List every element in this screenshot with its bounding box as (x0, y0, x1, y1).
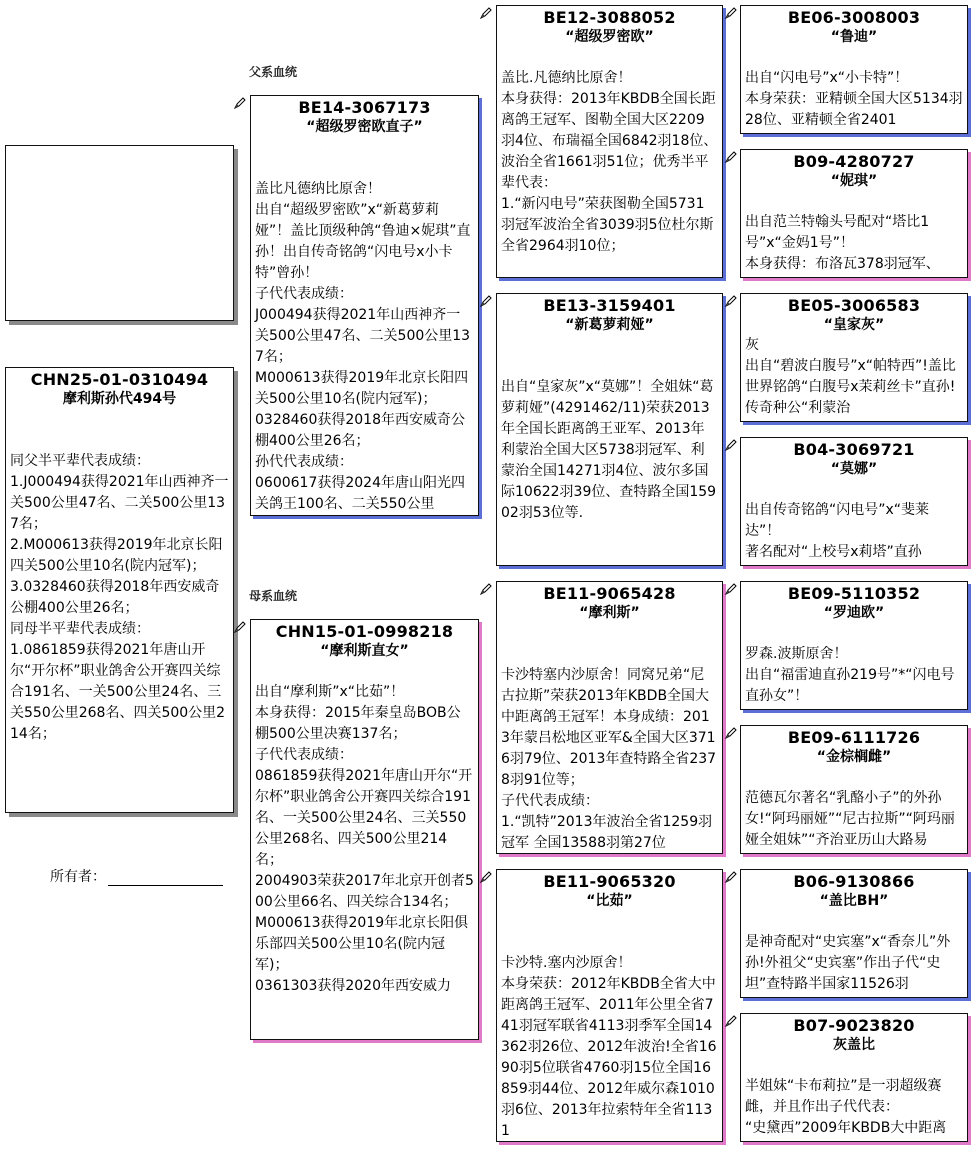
sds-name: “皇家灰” (823, 317, 885, 333)
pen-icon (724, 582, 738, 596)
dds-ring: B06-9130866 (793, 872, 915, 891)
dam-line-label: 母系血统 (249, 589, 298, 603)
pen-icon (724, 726, 738, 740)
sdd-name: “莫娜” (830, 461, 878, 477)
subject-ring: CHN25-01-0310494 (30, 370, 209, 389)
dam-dam-body: 卡沙特.塞内沙原舍！ 本身荣获：2012年KBDB全省大中距离鸽王冠军、2011年公里全省741羽冠军联省4113羽季军全国14362羽26位、2012年波治!全省1690羽5位联省4760羽15位全国16859羽44位、2012年威尔森1010羽6位、2013年拉索特年全省1131 (501, 955, 717, 1139)
ddd-ring: B07-9023820 (793, 1016, 915, 1035)
sss-card (740, 5, 968, 134)
sdd-body: 出自传奇铭鸽“闪电号”x“斐莱达”！ 著名配对“上校号x莉塔”直孙 (745, 502, 930, 560)
dds-card (740, 869, 968, 998)
dam-sire-ring: BE11-9065428 (543, 584, 676, 603)
pen-icon (479, 870, 493, 884)
dam-card (250, 619, 479, 1040)
dsd-card (740, 725, 968, 854)
pen-icon (233, 620, 247, 634)
sire-dam-body: 出自“皇家灰”x“莫娜”！全姐妹“葛萝莉娅”(4291462/11)荣获2013年全国长距离鸽王亚军、2013年利蒙治全国大区5738羽冠军、利蒙治全国14271羽4位、波尔多国际10622羽39位、查特路全国15902羽53位等. (501, 379, 717, 521)
dss-ring: BE09-5110352 (787, 584, 921, 603)
owner-line (108, 871, 223, 886)
dss-card (740, 581, 968, 710)
pen-icon (479, 582, 493, 596)
dds-name: “盖比BH” (819, 893, 889, 909)
sire-name: “超级罗密欧直子” (306, 119, 423, 135)
pen-icon (724, 294, 738, 308)
dam-ring: CHN15-01-0998218 (275, 622, 454, 641)
dds-body: 是神奇配对“史宾塞”x“香奈儿”外孙!外祖父“史宾塞”作出子代“史坦”查特路半国家11526羽 (745, 934, 951, 992)
dss-body: 罗森.波斯原舍！ 出自“福雷迪直孙219号”*“闪电号直孙女”！ (745, 646, 955, 704)
sds-body: 灰 出自“碧波白腹号”x“帕特西”!盖比世界铭鸽“白腹号x茉莉丝卡”直孙!传奇种公“利蒙治 (745, 337, 956, 416)
dam-sire-name: “摩利斯” (579, 605, 640, 621)
ddd-body: 半姐妹“卡布莉拉”是一羽超级赛雌，并且作出子代代表： “史黛西”2009年KBDB大中距离 (745, 1078, 947, 1136)
pen-icon (724, 150, 738, 164)
sdd-card (740, 437, 968, 566)
pen-icon (724, 1014, 738, 1028)
subject-name: 摩利斯孙代494号 (62, 391, 177, 407)
dam-dam-name: “比茹” (586, 893, 633, 909)
sire-line-label: 父系血统 (249, 65, 298, 79)
sire-sire-name: “超级罗密欧” (565, 29, 654, 45)
pen-icon (724, 870, 738, 884)
ssd-card (740, 149, 968, 278)
sire-dam-card (496, 293, 723, 566)
sire-card (250, 95, 479, 516)
dam-name: “摩利斯直女” (320, 643, 409, 659)
sire-body: 盖比凡德纳比原舍！ 出自“超级罗密欧”x“新葛萝莉娅”！盖比顶级种鸽“鲁迪×妮琪”直孙！出自传奇铭鸽“闪电号x小卡特”曾孙！ 子代代表成绩： J000494获得2021年山西神齐一关500公里47名、二关500公里137名； M000613获得2019年北京长阳四关500公里10名(院内冠军)； 0328460获得2018年西安威奇公棚400公里26名； 孙代代表成绩： 0600617获得2024年唐山阳光四关鸽王100名、二关550公里 (255, 181, 471, 512)
sss-ring: BE06-3008003 (787, 8, 921, 27)
owner-label: 所有者： (50, 869, 106, 885)
pen-icon (724, 438, 738, 452)
dsd-ring: BE09-6111726 (787, 728, 921, 747)
ddd-name: 灰盖比 (833, 1037, 875, 1053)
ssd-ring: B09-4280727 (793, 152, 915, 171)
dss-name: “罗迪欧” (823, 605, 885, 621)
dam-body: 出自“摩利斯”x“比茹”！ 本身获得：2015年秦皇岛BOB公棚500公里决赛137名； 子代代表成绩： 0861859获得2021年唐山开尔“开尔杯”职业鸽舍公开赛四关综合191名、一关500公里24名、三关550公里268名、四关500公里214名； 2004903荣获2017年北京开创者500公里66名、四关综合134名； M000613获得2019年北京长阳俱乐部四关500公里10名(院内冠军)； 0361303获得2020年西安威力 (255, 684, 474, 994)
sire-ring: BE14-3067173 (298, 98, 431, 117)
sire-sire-ring: BE12-3088052 (543, 8, 676, 27)
ssd-body: 出自范兰特翰头号配对“塔比1号”x“金妈1号”！ 本身获得：布洛瓦378羽冠军、 (745, 214, 940, 272)
sdd-ring: B04-3069721 (793, 440, 915, 459)
sire-dam-ring: BE13-3159401 (543, 296, 676, 315)
pen-icon (233, 96, 247, 110)
sire-sire-card (496, 5, 723, 278)
sds-ring: BE05-3006583 (787, 296, 921, 315)
dam-sire-body: 卡沙特塞内沙原舍！同窝兄弟“尼古拉斯”荣获2013年KBDB全国大中距离鸽王冠军！本身成绩：2013年蒙吕松地区亚军&全国大区3716羽79位、2013年查特路全省2378羽91位等； 子代代表成绩： 1.“凯特”2013年波治全省1259羽冠军 全国13588羽第27位 (501, 667, 717, 851)
dsd-name: “金棕榈雌” (816, 749, 892, 765)
dsd-body: 范德瓦尔著名“乳酪小子”的外孙女!“阿玛丽娅”“尼古拉斯”“阿玛丽娅全姐妹”“齐治亚历山大路易 (745, 790, 955, 848)
sss-name: “鲁迪” (830, 29, 878, 45)
sss-body: 出自“闪电号”x“小卡特”！ 本身荣获：亚精顿全国大区5134羽28位、亚精顿全省2401 (745, 70, 963, 128)
sds-card (740, 293, 968, 422)
dam-dam-card (496, 869, 723, 1142)
sire-sire-body: 盖比.凡德纳比原舍！ 本身获得：2013年KBDB全国长距离鸽王冠军、图勒全国大区2209羽4位、布瑞福全国6842羽18位、波治全省1661羽51位；优秀半平辈代表： 1.“新闪电号”荣获图勒全国5731羽冠军波治全省3039羽5位杜尔斯全省2964羽10位； (501, 70, 718, 254)
owner-field[interactable] (50, 866, 223, 886)
ddd-card (740, 1013, 968, 1142)
ssd-name: “妮琪” (830, 173, 878, 189)
pen-icon (479, 6, 493, 20)
subject-body: 同父半平辈代表成绩： 1.J000494获得2021年山西神齐一关500公里47名、二关500公里137名； 2.M000613获得2019年北京长阳四关500公里10名(院内冠军)； 3.0328460获得2018年西安威奇公棚400公里26名； 同母半平辈代表成绩： 1.0861859获得2021年唐山开尔“开尔杯”职业鸽舍公开赛四关综合191名、一关500公里24名、三关550公里268名、四关500公里214名； (10, 453, 229, 742)
pen-icon (479, 294, 493, 308)
sire-dam-name: “新葛萝莉娅” (565, 317, 654, 333)
pen-icon (724, 6, 738, 20)
photo-placeholder (5, 145, 234, 321)
dam-sire-card (496, 581, 723, 854)
dam-dam-ring: BE11-9065320 (543, 872, 676, 891)
subject-card (5, 367, 234, 813)
